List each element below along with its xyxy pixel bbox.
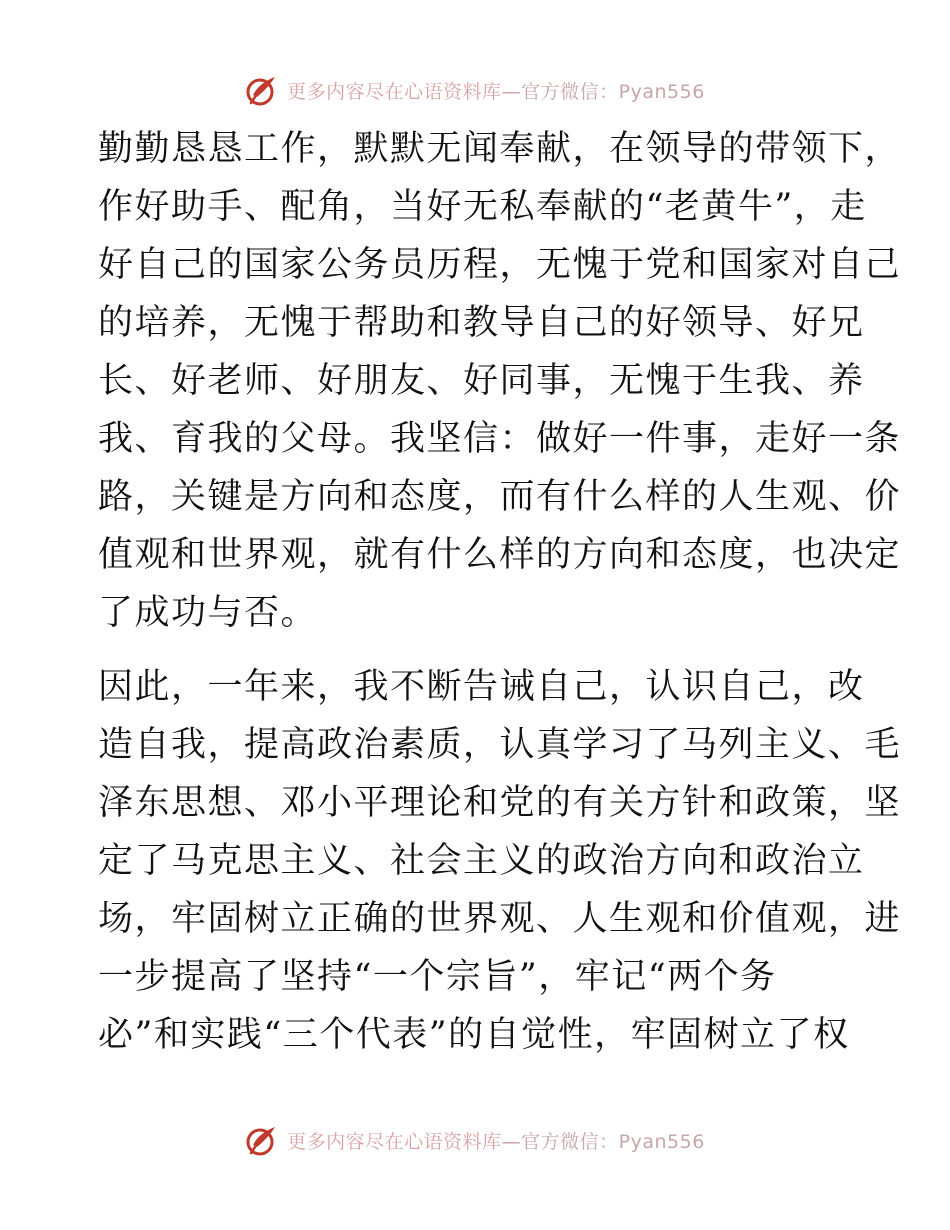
text-line: 了成功与否。 <box>98 593 318 633</box>
feather-pen-logo-icon <box>245 73 279 107</box>
text-line: 泽东思想、邓小平理论和党的有关方针和政策，坚 <box>98 783 902 823</box>
header-banner-wechat: 官方微信：Pyan556 <box>521 80 705 103</box>
text-line: 长、好老师、好朋友、好同事，无愧于生我、养 <box>98 361 865 401</box>
footer-banner-wechat: 官方微信：Pyan556 <box>521 1130 705 1153</box>
text-line: 因此，一年来，我不断告诫自己，认识自己，改 <box>98 667 865 707</box>
text-line: 作好助手、配角，当好无私奉献的“老黄牛”，走 <box>98 187 867 227</box>
paragraph-2 <box>98 658 902 1064</box>
header-banner-dash: — <box>501 80 522 103</box>
header-banner <box>0 72 950 108</box>
text-line: 的培养，无愧于帮助和教导自己的好领导、好兄 <box>98 303 865 343</box>
text-line: 造自我，提高政治素质，认真学习了马列主义、毛 <box>98 725 902 765</box>
text-line: 好自己的国家公务员历程，无愧于党和国家对自己 <box>98 245 902 285</box>
text-line: 场，牢固树立正确的世界观、人生观和价值观，进 <box>98 899 902 939</box>
feather-pen-logo-icon <box>245 1123 279 1157</box>
footer-banner-text <box>287 1127 705 1154</box>
text-line: 一步提高了坚持“一个宗旨”，牢记“两个务 <box>98 957 777 997</box>
paragraph-1 <box>98 120 902 642</box>
footer-banner-dash: — <box>501 1130 522 1153</box>
text-line: 路，关键是方向和态度，而有什么样的人生观、价 <box>98 477 902 517</box>
footer-banner-main: 更多内容尽在心语资料库 <box>287 1130 502 1153</box>
header-banner-main: 更多内容尽在心语资料库 <box>287 80 502 103</box>
footer-banner <box>0 1122 950 1158</box>
text-line: 我、育我的父母。我坚信：做好一件事，走好一条 <box>98 419 902 459</box>
paragraph-spacer <box>98 642 850 658</box>
text-line: 勤勤恳恳工作，默默无闻奉献，在领导的带领下， <box>98 129 902 169</box>
document-body <box>98 120 902 1064</box>
text-line: 定了马克思主义、社会主义的政治方向和政治立 <box>98 841 865 881</box>
text-line: 值观和世界观，就有什么样的方向和态度，也决定 <box>98 535 902 575</box>
text-line: 必”和实践“三个代表”的自觉性，牢固树立了权 <box>98 1015 850 1055</box>
header-banner-text <box>287 77 705 104</box>
